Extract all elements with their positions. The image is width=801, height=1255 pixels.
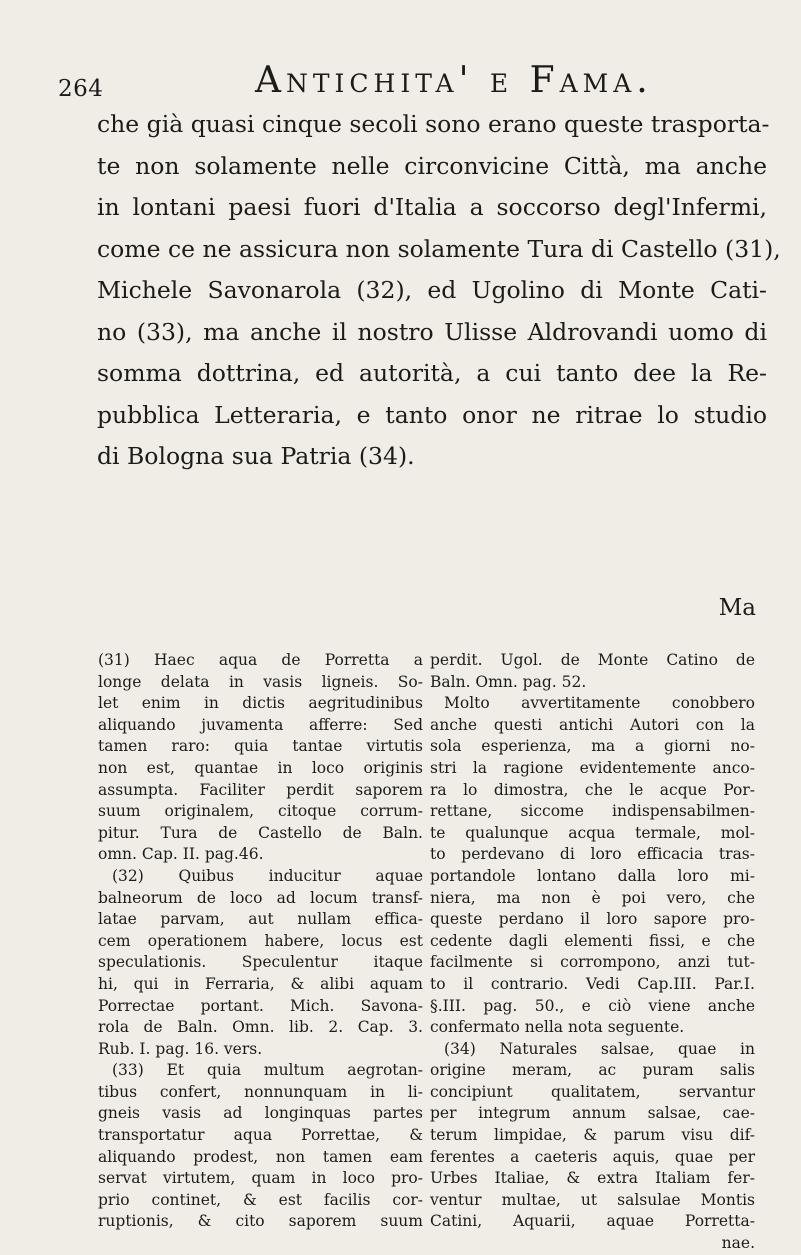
footnote-line: (32) Quibus inducitur aquae (112, 866, 423, 885)
main-line: no (33), ma anche il nostro Ulisse Aldrovandi uomo di (97, 317, 767, 346)
footnote-line: rola de Baln. Omn. lib. 2. Cap. 3. (98, 1018, 423, 1037)
footnote-line: concipiunt qualitatem, servantur (430, 1082, 755, 1101)
footnote-line: transportatur aqua Porrettae, & (98, 1126, 423, 1145)
footnote-line: cedente dagli elementi fissi, e che (430, 931, 755, 950)
footnote-line: prio continet, & est facilis cor- (98, 1190, 423, 1209)
footnote-line: facilmente si corrompono, anzi tut- (430, 953, 755, 972)
footnote-line: queste perdano il loro sapore pro- (430, 910, 755, 929)
footnote-line: Porrectae portant. Mich. Savona- (98, 996, 423, 1015)
main-paragraph (97, 104, 781, 478)
catchword: Ma (718, 595, 756, 621)
footnotes-left-column (98, 650, 423, 1233)
page-header (58, 44, 758, 102)
footnote-line: niera, ma non è poi vero, che (430, 888, 755, 907)
footnotes-right-column (430, 650, 755, 1255)
footnote-line: portandole lontano dalla loro mi- (430, 866, 755, 885)
footnote-line: stri la ragione evidentemente anco- (430, 758, 755, 777)
footnote-line: assumpta. Faciliter perdit saporem (98, 780, 423, 799)
footnote-line: tibus confert, nonnunquam in li- (98, 1082, 423, 1101)
main-line: di Bologna sua Patria (34). (97, 442, 415, 470)
footnote-line: servat virtutem, quam in loco pro- (98, 1169, 423, 1188)
footnote-line: Catini, Aquarii, aquae Porretta- (430, 1212, 755, 1231)
footnote-line: ferentes a caeteris aquis, quae per (430, 1147, 755, 1166)
footnote-line: speculationis. Speculentur itaque (98, 953, 423, 972)
footnote-line: Rub. I. pag. 16. vers. (98, 1039, 263, 1058)
footnote-line: (33) Et quia multum aegrotan- (112, 1061, 423, 1080)
footnote-line: Baln. Omn. pag. 52. (430, 672, 587, 691)
footnote-line: to il contrario. Vedi Cap.III. Par.I. (430, 974, 755, 993)
footnote-line: omn. Cap. II. pag.46. (98, 845, 264, 864)
footnote-line: (34) Naturales salsae, quae in (444, 1039, 755, 1058)
footnote-line: perdit. Ugol. de Monte Catino de (430, 651, 755, 669)
footnote-line: per integrum annum salsae, cae- (430, 1104, 755, 1123)
footnote-line: ventur multae, ut salsulae Montis (430, 1190, 755, 1209)
footnote-line: let enim in dictis aegritudinibus (98, 694, 423, 713)
footnote-line: rettane, siccome indispensabilmen- (430, 802, 755, 821)
footnote-line: latae parvam, aut nullam effica- (98, 910, 423, 929)
main-line: in lontani paesi fuori d'Italia a soccorso degl'Infermi, (97, 193, 767, 221)
footnote-line: anche questi antichi Autori con la (430, 715, 755, 734)
footnote-line: gneis vasis ad longinquas partes (98, 1104, 423, 1123)
footnote-line: §.III. pag. 50., e ciò viene anche (430, 996, 755, 1015)
footnote-line: balneorum de loco ad locum transf- (98, 888, 423, 907)
footnote-line: te qualunque acqua termale, mol- (430, 823, 755, 842)
page-number: 264 (58, 76, 104, 102)
footnote-line: ra lo dimostra, che le acque Por- (430, 780, 755, 799)
main-line: come ce ne assicura non solamente Tura di Castello (31), (97, 234, 781, 263)
footnote-line: to perdevano di loro efficacia tras- (430, 845, 755, 864)
footnote-line: non est, quantae in loco originis (98, 758, 423, 777)
main-line: te non solamente nelle circonvicine Città, ma anche (97, 151, 767, 180)
footnote-line: hi, qui in Ferraria, & alibi aquam (98, 974, 423, 993)
footnote-line: suum originalem, citoque corrum- (98, 802, 423, 821)
main-line: pubblica Letteraria, e tanto onor ne ritrae lo studio (97, 400, 767, 429)
footnote-line: tamen raro: quia tantae virtutis (98, 737, 423, 756)
footnote-line: (31) Haec aqua de Porretta a (98, 651, 423, 669)
footnote-line: Urbes Italiae, & extra Italiam fer- (430, 1169, 755, 1188)
footnote-line: confermato nella nota seguente. (430, 1018, 685, 1037)
footnote-line: longe delata in vasis ligneis. So- (98, 672, 423, 691)
footnote-line: nae. (721, 1234, 755, 1253)
footnote-line: terum limpidae, & parum visu dif- (430, 1126, 755, 1145)
footnote-line: sola esperienza, ma a giorni no- (430, 737, 755, 756)
footnote-line: aliquando juvamenta afferre: Sed (98, 715, 423, 734)
footnote-line: pitur. Tura de Castello de Baln. (98, 823, 423, 842)
running-title: Antichita' e Fama. (255, 60, 653, 101)
main-line: Michele Savonarola (32), ed Ugolino di Monte Cati- (97, 276, 767, 304)
footnote-line: Molto avvertitamente conobbero (444, 694, 755, 713)
main-line: somma dottrina, ed autorità, a cui tanto dee la Re- (97, 359, 767, 387)
footnote-line: ruptionis, & cito saporem suum (98, 1212, 423, 1231)
footnote-line: cem operationem habere, locus est (98, 931, 423, 950)
main-line: che già quasi cinque secoli sono erano queste trasporta- (97, 110, 770, 138)
footnote-line: origine meram, ac puram salis (430, 1061, 755, 1080)
footnote-line: aliquando prodest, non tamen eam (98, 1147, 423, 1166)
